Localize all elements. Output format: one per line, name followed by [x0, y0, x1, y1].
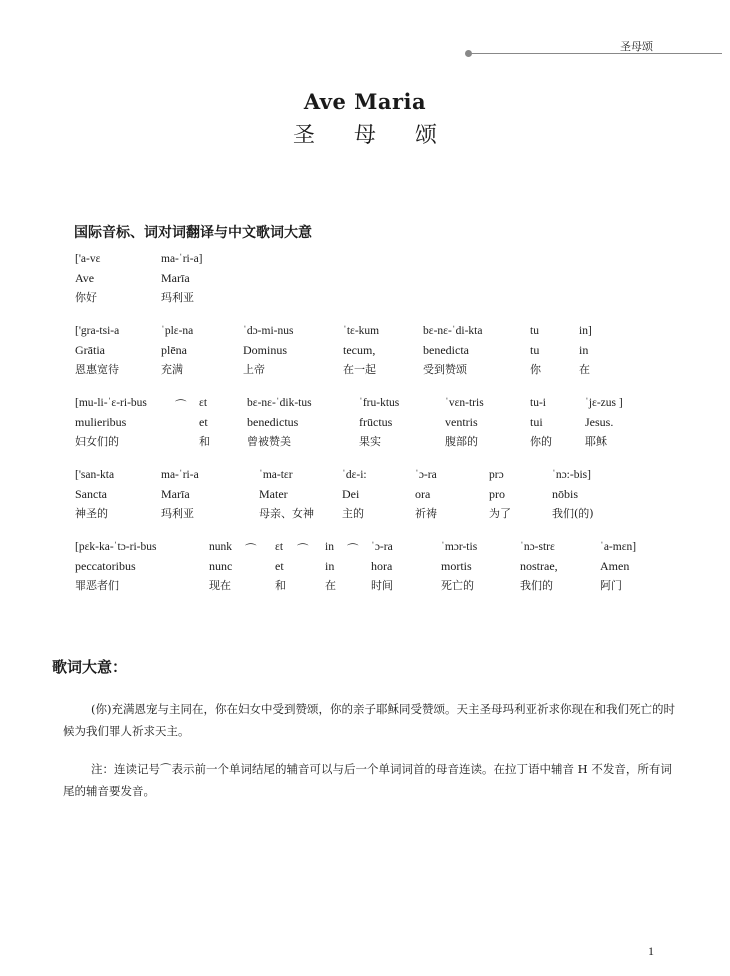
chinese-word: 死亡的: [441, 579, 474, 592]
liaison-note-paragraph: 注：连读记号⌒表示前一个单词结尾的辅音可以与后一个单词词首的母音连读。在拉丁语中辅音 H 不发音，所有词尾的辅音要发音。: [63, 762, 672, 798]
latin-word: et: [199, 415, 208, 429]
chinese-word: 阿门: [600, 579, 622, 592]
chinese-word: 你: [530, 363, 541, 376]
latin-word: tecum,: [343, 343, 376, 357]
ipa-word: ˈɔ-ra: [371, 541, 393, 553]
latin-word: nōbis: [552, 487, 579, 501]
latin-word: nunc: [209, 559, 233, 573]
ipa-word: ma-ˈri-a]: [161, 253, 203, 265]
liaison-mark: ⌒: [297, 544, 309, 556]
latin-word: Amen: [600, 559, 630, 573]
chinese-word: 玛利亚: [161, 507, 194, 520]
ipa-word: ˈa-mɛn]: [600, 541, 637, 553]
chinese-word: 我们的: [520, 579, 553, 592]
ipa-word: ˈdɔ-mi-nus: [243, 325, 294, 337]
latin-word: Dei: [342, 487, 360, 501]
chinese-word: 现在: [209, 579, 231, 592]
latin-word: plēna: [161, 343, 187, 357]
ipa-word: ˈmɔr-tis: [441, 541, 478, 553]
ipa-word: ˈnɔ-strɛ: [520, 541, 555, 553]
ipa-word: ['gra-tsi-a: [75, 325, 120, 337]
liaison-mark: ⌒: [175, 400, 187, 412]
ipa-word: ['a-vɛ: [75, 253, 101, 265]
chinese-word: 腹部的: [445, 435, 478, 448]
chinese-word: 在: [579, 363, 590, 376]
latin-word: ventris: [445, 415, 478, 429]
title-latin: Ave Maria: [303, 89, 427, 114]
latin-word: benedicta: [423, 343, 469, 357]
ipa-word: ˈnɔ:-bis]: [552, 469, 591, 481]
chinese-word: 你的: [530, 435, 552, 448]
ipa-word: in: [325, 541, 334, 553]
chinese-word: 祈祷: [415, 507, 437, 520]
latin-word: frūctus: [359, 415, 393, 429]
latin-word: mulieribus: [75, 415, 127, 429]
latin-word: nostrae,: [520, 559, 558, 573]
ipa-word: bɛ-nɛ-ˈdik-tus: [247, 397, 312, 409]
ipa-word: ˈma-tɛr: [259, 469, 293, 481]
chinese-word: 主的: [342, 507, 364, 520]
title-chinese: 圣 母 颂: [293, 123, 453, 148]
chinese-word: 耶稣: [585, 435, 607, 448]
ipa-word: ˈplɛ-na: [161, 325, 194, 337]
lyrics-meaning-paragraph: (你)充满恩宠与主同在，你在妇女中受到赞颂，你的亲子耶稣同受赞颂。天主圣母玛利亚祈求你现在和我们死亡的时候为我们罪人祈求天主。: [63, 702, 675, 738]
ipa-word: in]: [579, 325, 592, 337]
latin-word: Marīa: [161, 487, 190, 501]
latin-word: Ave: [75, 271, 95, 285]
chinese-word: 和: [275, 579, 286, 592]
ipa-word: ['san-kta: [75, 469, 115, 481]
ipa-word: ˈdɛ-i:: [342, 469, 367, 481]
ipa-word: ˈtɛ-kum: [343, 325, 380, 337]
latin-word: mortis: [441, 559, 472, 573]
lyrics-meaning-heading: 歌词大意：: [52, 658, 128, 676]
ipa-word: ma-ˈri-a: [161, 469, 199, 481]
latin-word: Sancta: [75, 487, 107, 501]
latin-word: tui: [530, 415, 543, 429]
latin-word: peccatoribus: [75, 559, 136, 573]
chinese-word: 受到赞颂: [423, 363, 467, 376]
chinese-word: 充满: [161, 363, 183, 376]
ipa-word: nunk: [209, 541, 232, 553]
chinese-word: 曾被赞美: [247, 435, 291, 448]
ipa-word: ɛt: [275, 541, 284, 553]
ipa-word: prɔ: [489, 469, 504, 481]
chinese-word: 果实: [359, 435, 381, 448]
chinese-word: 为了: [489, 507, 511, 520]
latin-word: benedictus: [247, 415, 299, 429]
chinese-word: 在: [325, 579, 336, 592]
ipa-word: ˈɔ-ra: [415, 469, 437, 481]
latin-word: in: [325, 559, 335, 573]
latin-word: Marīa: [161, 271, 190, 285]
liaison-mark: ⌒: [347, 544, 359, 556]
latin-word: Dominus: [243, 343, 288, 357]
chinese-word: 时间: [371, 579, 393, 592]
chinese-word: 我们(的): [552, 507, 594, 520]
liaison-mark: ⌒: [245, 544, 257, 556]
page-number: 1: [648, 944, 654, 958]
ipa-word: [mu-li-ˈɛ-ri-bus: [75, 397, 147, 409]
ipa-word: bɛ-nɛ-ˈdi-kta: [423, 325, 483, 337]
ipa-word: ˈvɛn-tris: [445, 397, 484, 409]
chinese-word: 你好: [75, 291, 97, 304]
chinese-word: 上帝: [243, 363, 265, 376]
chinese-word: 妇女们的: [75, 435, 119, 448]
latin-word: tu: [530, 343, 540, 357]
latin-word: et: [275, 559, 284, 573]
header-rule: [468, 53, 722, 54]
latin-word: in: [579, 343, 589, 357]
chinese-word: 神圣的: [75, 507, 108, 520]
ipa-word: tu-i: [530, 397, 546, 409]
chinese-word: 和: [199, 435, 210, 448]
ipa-word: ˈjɛ-zus ]: [585, 397, 623, 409]
ipa-word: ˈfru-ktus: [359, 397, 400, 409]
latin-word: hora: [371, 559, 393, 573]
latin-word: pro: [489, 487, 505, 501]
ipa-word: [pɛk-ka-ˈtɔ-ri-bus: [75, 541, 157, 553]
chinese-word: 玛利亚: [161, 291, 194, 304]
ipa-word: tu: [530, 325, 539, 337]
chinese-word: 罪恶者们: [75, 579, 119, 592]
latin-word: Jesus.: [585, 415, 614, 429]
latin-word: Mater: [259, 487, 288, 501]
latin-word: Grātia: [75, 343, 105, 357]
ipa-word: ɛt: [199, 397, 208, 409]
chinese-word: 恩惠宽待: [75, 363, 119, 376]
running-header: 圣母颂: [620, 40, 653, 53]
latin-word: ora: [415, 487, 431, 501]
chinese-word: 母亲、女神: [259, 507, 314, 520]
section-heading: 国际音标、词对词翻译与中文歌词大意: [74, 225, 312, 241]
chinese-word: 在一起: [343, 363, 376, 376]
